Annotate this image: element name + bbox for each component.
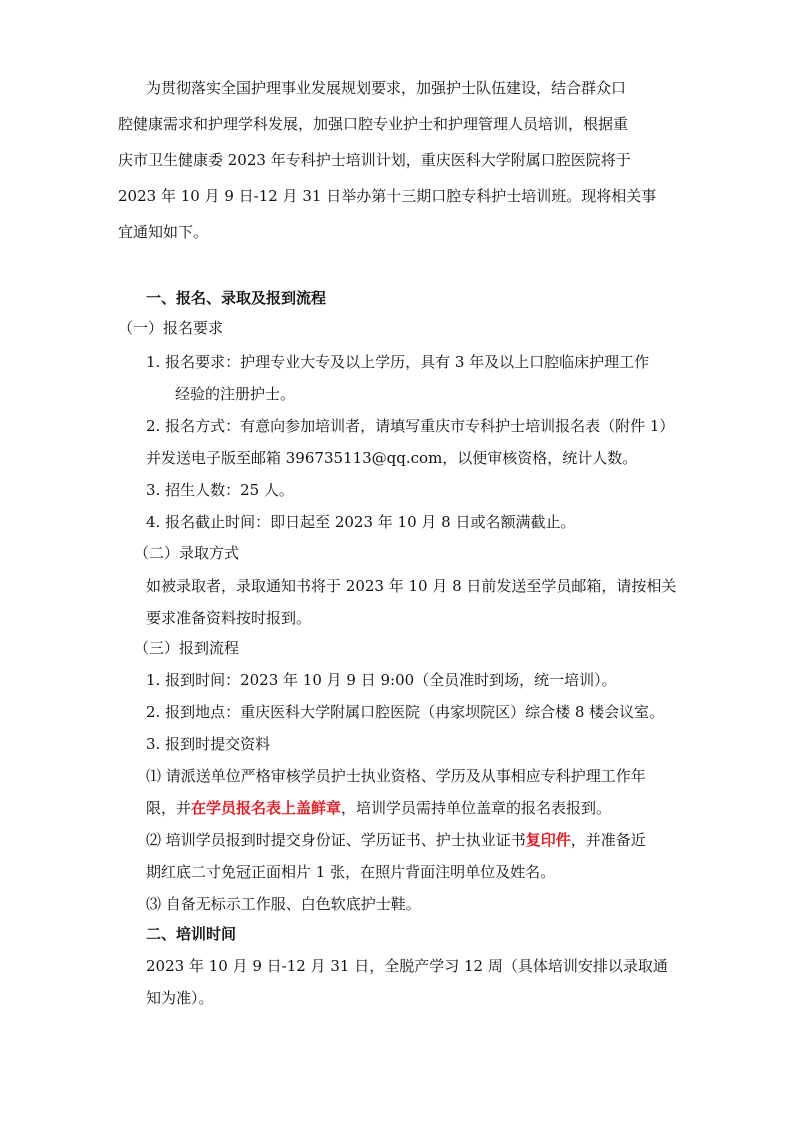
intro-line-4: 2023 年 10 月 9 日-12 月 31 日举办第十三期口腔专科护士培训班。现将相关事 — [118, 187, 657, 205]
section2-heading: 二、培训时间 — [146, 925, 237, 943]
detail1-red-highlight: 在学员报名表上盖鲜章 — [191, 799, 342, 817]
sub1-item3: 3. 招生人数：25 人。 — [146, 481, 294, 499]
detail1-text-b: ，培训学员需持单位盖章的报名表报到。 — [341, 799, 612, 817]
sub3-detail1-line2 — [146, 798, 611, 818]
intro-line-3: 庆市卫生健康委 2023 年专科护士培训计划，重庆医科大学附属口腔医院将于 — [118, 151, 631, 169]
sub2-para-line2: 要求准备资料按时报到。 — [146, 609, 312, 627]
sub1-item2-line1: 2. 报名方式：有意向参加培训者，请填写重庆市专科护士培训报名表（附件 1） — [146, 417, 675, 435]
sub1-item1-line2: 经验的注册护士。 — [175, 385, 296, 403]
sub3-item2: 2. 报到地点：重庆医科大学附属口腔医院（冉家坝院区）综合楼 8 楼会议室。 — [146, 703, 665, 721]
sub3-item1: 1. 报到时间：2023 年 10 月 9 日 9:00（全员准时到场，统一培训）。 — [146, 671, 617, 689]
section2-para-line2: 知为准）。 — [146, 989, 214, 1007]
detail1-text-a: 限，并 — [146, 799, 192, 817]
sub2-para-line1: 如被录取者，录取通知书将于 2023 年 10 月 8 日前发送至学员邮箱，请按相关 — [146, 577, 677, 595]
intro-line-2: 腔健康需求和护理学科发展，加强口腔专业护士和护理管理人员培训，根据重 — [118, 115, 629, 133]
sub1-item2-line2: 并发送电子版至邮箱 396735113@qq.com，以便审核资格，统计人数。 — [146, 449, 638, 467]
sub3-detail3: ⑶ 自备无标示工作服、白色软底护士鞋。 — [146, 895, 421, 913]
sub3-detail2-line2: 期红底二寸免冠正面相片 1 张，在照片背面注明单位及姓名。 — [146, 863, 556, 881]
sub1-title: （一）报名要求 — [118, 319, 224, 337]
detail2-text-b: ，并准备近 — [570, 831, 646, 849]
section1-heading: 一、报名、录取及报到流程 — [146, 289, 327, 307]
sub1-item4: 4. 报名截止时间：即日起至 2023 年 10 月 8 日或名额满截止。 — [146, 513, 576, 531]
sub3-item3: 3. 报到时提交资料 — [146, 735, 271, 753]
detail2-red-highlight: 复印件 — [525, 831, 571, 849]
detail2-text-a: ⑵ 培训学员报到时提交身份证、学历证书、护士执业证书 — [146, 831, 526, 849]
sub2-title: （二）录取方式 — [134, 544, 240, 562]
sub1-item1-line1: 1. 报名要求：护理专业大专及以上学历，具有 3 年及以上口腔临床护理工作 — [146, 353, 650, 371]
sub3-detail1-line1: ⑴ 请派送单位严格审核学员护士执业资格、学历及从事相应专科护理工作年 — [146, 767, 646, 785]
intro-line-5: 宜通知如下。 — [118, 223, 209, 241]
section2-para-line1: 2023 年 10 月 9 日-12 月 31 日，全脱产学习 12 周（具体培训安排以录取通 — [146, 957, 668, 975]
sub3-title: （三）报到流程 — [134, 639, 240, 657]
sub3-detail2-line1 — [146, 830, 646, 850]
intro-line-1: 为贯彻落实全国护理事业发展规划要求，加强护士队伍建设，结合群众口 — [146, 79, 627, 97]
